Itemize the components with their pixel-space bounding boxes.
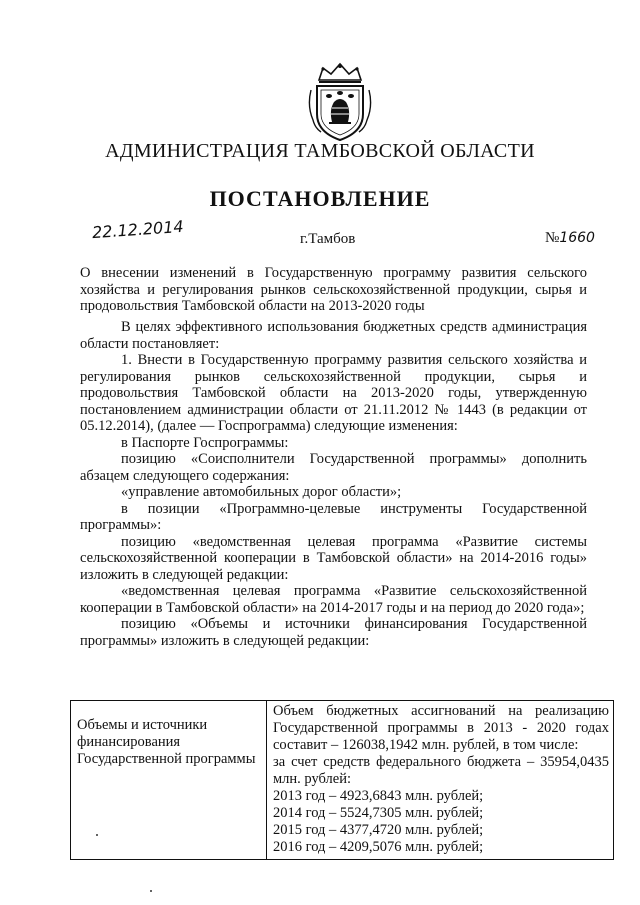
table-row	[71, 701, 614, 860]
scan-speck	[150, 890, 152, 892]
table-cell-label: Объемы и источники финансирования Государственной программы	[71, 701, 267, 860]
document-date: 22.12.2014	[91, 216, 185, 243]
body-paragraph: «управление автомобильных дорог области»;	[121, 484, 402, 500]
number-prefix: №	[545, 230, 560, 246]
table-line: 2015 год – 4377,4720 млн. рублей;	[273, 822, 484, 838]
organization-title: АДМИНИСТРАЦИЯ ТАМБОВСКОЙ ОБЛАСТИ	[105, 140, 535, 162]
table-cell-content	[267, 701, 614, 860]
body-paragraph: позицию «ведомственная целевая программа «Развитие системы сельскохозяйственной кооперации в Тамбовской области» на 2014-2016 годы» изложить в следующей редакции:	[80, 533, 587, 583]
document-type-heading: ПОСТАНОВЛЕНИЕ	[209, 186, 431, 211]
document-body	[80, 319, 587, 649]
body-paragraph: в позиции «Программно-целевые инструменты Государственной программы»:	[80, 500, 587, 533]
tambov-coat-of-arms-icon	[305, 62, 375, 142]
document-subject: О внесении изменений в Государственную программу развития сельского хозяйства и регулирования рынков сельскохозяйственной продукции, сырья и продовольствия Тамбовской области на 2013-2020 годы	[80, 265, 587, 314]
body-paragraph: 1. Внести в Государственную программу развития сельского хозяйства и регулирования рынков сельскохозяйственной продукции, сырья и продовольствия Тамбовской области на 2013-2020 годы, утвержденную постановлением администрации области от 21.11.2012 № 1443 (в редакции от 05.12.2014), (далее — Госпрограмма) следующие изменения:	[80, 352, 587, 434]
body-paragraph: позицию «Соисполнители Государственной программы» дополнить абзацем следующего содержания:	[80, 451, 587, 484]
scan-speck	[96, 834, 98, 836]
document-city: г.Тамбов	[300, 231, 356, 247]
body-paragraph: В целях эффективного использования бюджетных средств администрация области постановляет:	[80, 319, 587, 352]
table-line: за счет средств федерального бюджета – 35954,0435 млн. рублей:	[273, 754, 609, 787]
body-paragraph: «ведомственная целевая программа «Развитие сельскохозяйственной кооперации в Тамбовской области» на 2014-2017 годы и на период до 2020 года»;	[80, 583, 587, 616]
number-value: 1660	[559, 230, 595, 246]
table-line: 2014 год – 5524,7305 млн. рублей;	[273, 805, 484, 821]
table-line: Объем бюджетных ассигнований на реализацию Государственной программы в 2013 - 2020 годах составит – 126038,1942 млн. рублей, в том числе:	[273, 703, 609, 753]
table-line: 2013 год – 4923,6843 млн. рублей;	[273, 788, 484, 804]
body-paragraph: в Паспорте Госпрограммы:	[121, 434, 289, 451]
document-number	[545, 230, 595, 247]
body-paragraph: позицию «Объемы и источники финансирования Государственной программы» изложить в следующей редакции:	[80, 616, 587, 649]
table-line: 2016 год – 4209,5076 млн. рублей;	[273, 839, 484, 855]
financing-table	[70, 700, 614, 860]
